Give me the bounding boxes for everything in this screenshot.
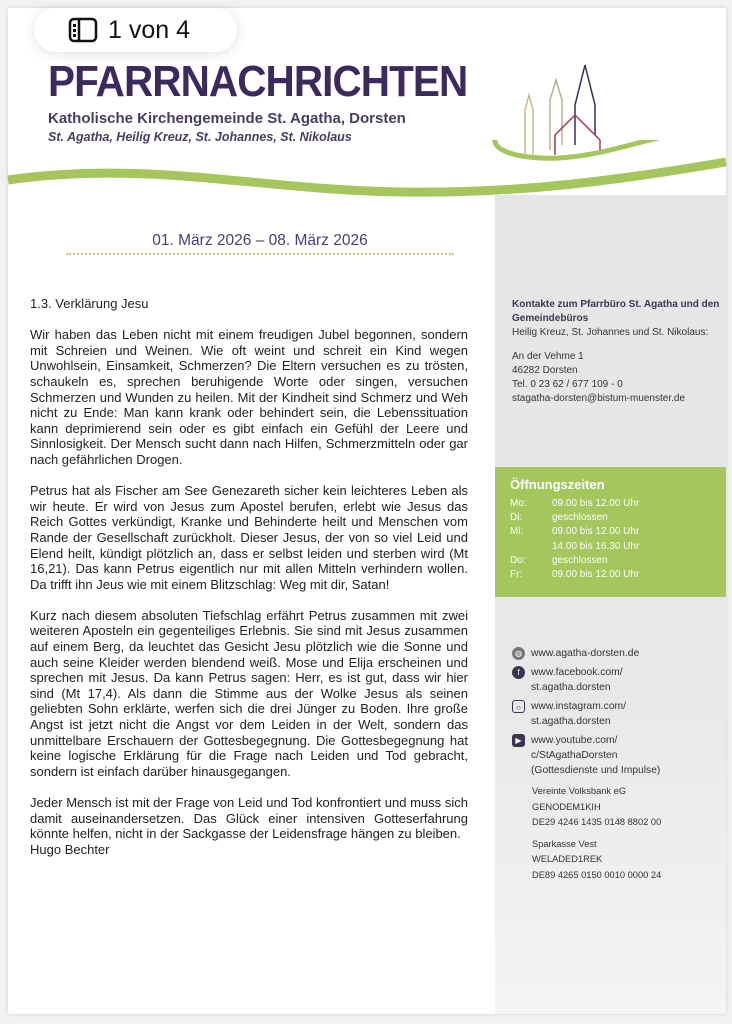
page-thumbnails-icon: [68, 17, 98, 43]
hours-day: Do:: [510, 554, 526, 566]
page-indicator-text: 1 von 4: [108, 16, 191, 44]
facebook-link[interactable]: [512, 665, 722, 695]
bank-bic: GENODEM1KIH: [532, 801, 601, 812]
youtube-link[interactable]: [512, 733, 722, 778]
hours-day: Mi:: [510, 526, 524, 538]
article-paragraph: Kurz nach diesem absoluten Tiefschlag erfährt Petrus zusammen mit zwei weiteren Aposteln ein gegenteiliges Erlebnis. Sie sind mit Jesus zusammen auf einem Berg, da leuchtet das Gesicht Jesu plötzlich wie die Sonne und auch seine Kleider werden blendend weiß. Mose und Elija erscheinen und sprechen mit Jesus. Da kann Petrus sagen: Herr, es ist gut, dass wir hier sind (Mt 17,4). Als dann die Stimme aus der Wolke Jesus als seinen geliebten Sohn erklärte, werfen sich die drei Jünger zu Boden. Ihre große Angst ist jetzt nicht die Angst vor dem Leiden in der Welt, sondern das unmittelbare Erschauern der Gottesbegegnung. Die Gottesbegegnung hat keine logische Erklärung für die Frage nach Leiden und Tod gebracht, sondern ist einfach darüber hinausgegangen.: [30, 607, 468, 779]
opening-hours-title: Öffnungszeiten: [510, 477, 605, 492]
date-range: 01. März 2026 – 08. März 2026: [66, 232, 454, 255]
hours-time: geschlossen: [552, 512, 608, 524]
article-paragraph: Petrus hat als Fischer am See Genezareth sicher kein leichteres Leben als wir heute. Er wird von Jesus zum Apostel berufen, erlebt wie Jesus das Reich Gottes verkündigt, Kranke und Behinderte heilt und Menschen vom Rande der Gesellschaft zurückholt. Dieser Jesus, der von so viel Leid und Elend heilt, kündigt plötzlich an, dass er selbst leiden und sterben wird (Mt 16,21). Das kann Petrus eigentlich nur mit allen Mitteln verhindern wollen. Da trifft ihn Jeus wie mit einem Blitzschlag: Weg mit dir, Satan!: [30, 483, 468, 592]
article-heading: 1.3. Verklärung Jesu: [30, 296, 149, 311]
contact-block: [512, 298, 722, 406]
hours-time: 09.00 bis 12.00 Uhr: [552, 498, 640, 509]
link-text: www.youtube.com/ c/StAgathaDorsten (Gottesdienste und Impulse): [531, 735, 661, 776]
address-line: 46282 Dorsten: [512, 365, 578, 376]
instagram-link[interactable]: [512, 699, 722, 729]
parish-list: St. Agatha, Heilig Kreuz, St. Johannes, St. Nikolaus: [48, 130, 352, 144]
email-link[interactable]: stagatha-dorsten@bistum-muenster.de: [512, 393, 686, 404]
parish-name: Katholische Kirchengemeinde St. Agatha, Dorsten: [48, 110, 406, 127]
church-logo-icon: [515, 60, 625, 170]
link-text: www.instagram.com/ st.agatha.dorsten: [531, 701, 626, 727]
hours-day: [510, 540, 552, 554]
contact-heading: Kontakte zum Pfarrbüro St. Agatha und den Gemeindebüros: [512, 299, 720, 324]
hours-time: 09.00 bis 12.00 Uhr: [552, 569, 640, 581]
globe-icon: ◍: [512, 647, 525, 660]
bank-account: [532, 837, 722, 884]
hours-time: 14.00 bis 16.30 Uhr: [552, 540, 640, 552]
bank-iban: DE29 4246 1435 0148 8802 00: [532, 817, 662, 827]
opening-hours-box: [495, 467, 726, 597]
website-link[interactable]: [512, 646, 722, 661]
youtube-icon: ▶: [512, 734, 525, 747]
hours-time: geschlossen: [552, 554, 608, 566]
bank-iban: DE89 4265 0150 0010 0000 24: [532, 869, 662, 880]
bank-name: Vereinte Volksbank eG: [532, 786, 627, 796]
instagram-icon: ○: [512, 700, 525, 713]
bank-account: [532, 784, 722, 831]
facebook-icon: f: [512, 666, 525, 679]
hours-day: Fr:: [510, 569, 523, 581]
bank-bic: WELADED1REK: [532, 854, 603, 864]
links-block: [512, 646, 722, 883]
link-text: www.agatha-dorsten.de: [531, 648, 640, 659]
hours-day: Di:: [510, 512, 523, 524]
article-paragraph: Jeder Mensch ist mit der Frage von Leid und Tod konfrontiert und muss sich damit auseinandersetzen. Das Glück einer intensiven Gotteserfahrung könnte helfen, nicht in der Sackgasse der Leidensfrage hängen zu bleiben.: [30, 795, 468, 842]
contact-subheading: Heilig Kreuz, St. Johannes und St. Nikolaus:: [512, 327, 709, 338]
hours-time: 09.00 bis 12.00 Uhr: [552, 526, 640, 538]
phone: Tel. 0 23 62 / 677 109 - 0: [512, 379, 623, 390]
link-text: www.facebook.com/ st.agatha.dorsten: [531, 667, 623, 693]
newsletter-title: PFARRNACHRICHTEN: [48, 57, 468, 106]
page-indicator[interactable]: [34, 8, 237, 52]
article-paragraph: Wir haben das Leben nicht mit einem freudigen Jubel begonnen, sondern mit Schreien und Weinen. Wie oft weint und schreit ein Kind wegen Unwohlsein, Einsamkeit, Schmerzen? Die Eltern versuchen es zu trösten, schaukeln es, sprechen beruhigende Worte oder singen, versuchen Schmerzen und Wunden zu heilen. Mit der Kindheit sind Schmerz und Weh nicht zu Ende: Man kann krank oder behindert sein, die Lebenssituation kann deprimierend sein oder es gibt einfach ein Gefühl der Leere und Sinnlosigkeit. Der Mensch sucht dann nach Hilfen, Schmerzmitteln oder gar nach gefährlichen Drogen.: [30, 327, 468, 467]
article-author: Hugo Bechter: [30, 841, 110, 857]
address-line: An der Vehme 1: [512, 351, 584, 362]
bank-name: Sparkasse Vest: [532, 838, 597, 849]
hours-day: Mo:: [510, 498, 527, 509]
article: [30, 296, 468, 857]
